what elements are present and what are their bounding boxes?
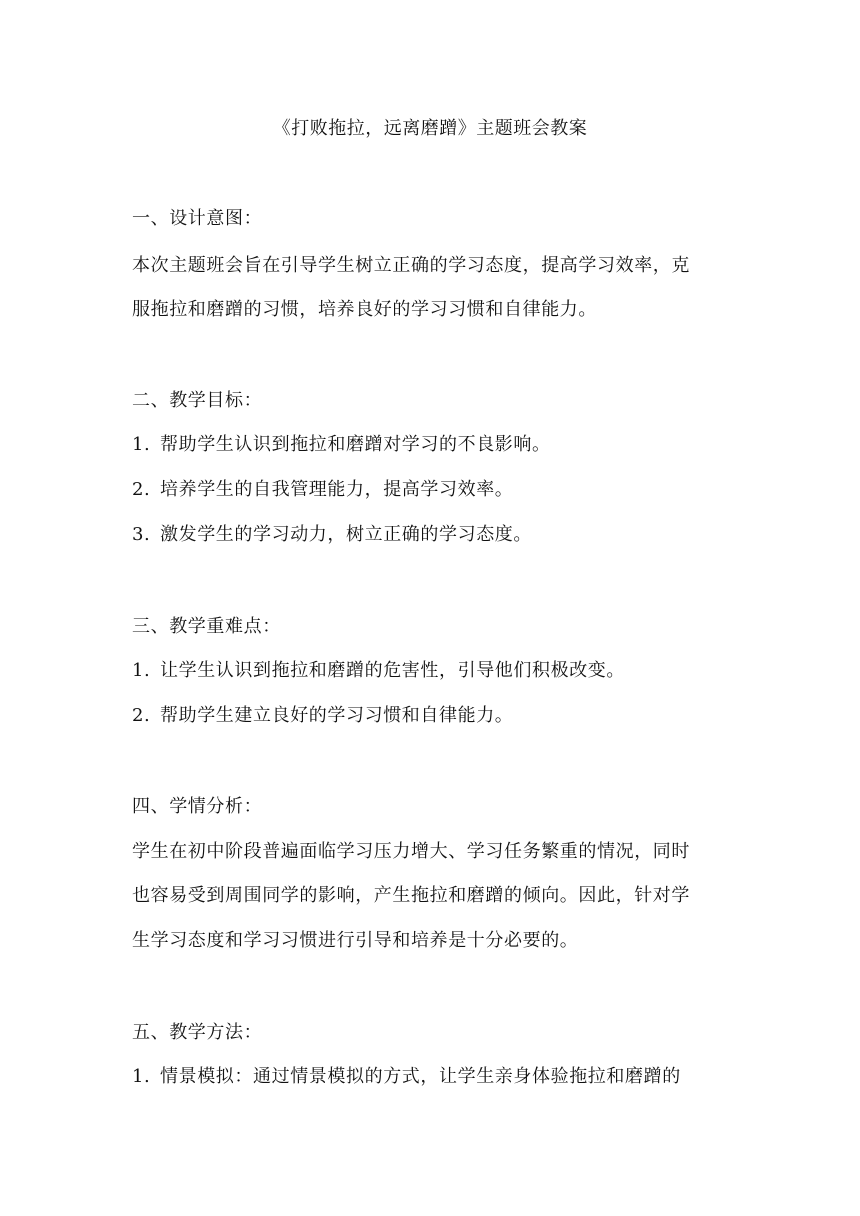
list-item [132,521,742,549]
document-title: 《打败拖拉，远离磨蹭》主题班会教案 [272,118,588,139]
paragraph-line: 也容易受到周围同学的影响，产生拖拉和磨蹭的倾向。因此，针对学 [132,885,690,906]
list-item-number: 1. [132,660,151,681]
list-item-text: 帮助学生建立良好的学习习惯和自律能力。 [160,705,514,726]
list-item [132,431,742,459]
list-item-text: 激发学生的学习动力，树立正确的学习态度。 [160,524,532,545]
list-item-text: 让学生认识到拖拉和磨蹭的危害性，引导他们积极改变。 [160,660,625,681]
list-item-number: 1. [132,1066,151,1087]
section-heading-teaching-methods: 五、教学方法： [132,1022,263,1043]
list-item [132,657,742,685]
paragraph-line: 生学习态度和学习习惯进行引导和培养是十分必要的。 [132,930,579,951]
list-item-number: 1. [132,434,151,455]
section-heading-student-analysis: 四、学情分析： [132,796,263,817]
list-item [132,1063,742,1091]
list-item-text: 培养学生的自我管理能力，提高学习效率。 [160,479,514,500]
paragraph-line: 学生在初中阶段普遍面临学习压力增大、学习任务繁重的情况，同时 [132,841,690,862]
list-item-text: 情景模拟：通过情景模拟的方式，让学生亲身体验拖拉和磨蹭的 [160,1066,681,1087]
list-item-number: 2. [132,479,151,500]
section-heading-design-intent: 一、设计意图： [132,208,263,229]
section-heading-teaching-goals: 二、教学目标： [132,390,263,411]
section-heading-key-points: 三、教学重难点： [132,616,281,637]
list-item-text: 帮助学生认识到拖拉和磨蹭对学习的不良影响。 [160,434,551,455]
list-item-number: 2. [132,705,151,726]
paragraph-line: 本次主题班会旨在引导学生树立正确的学习态度，提高学习效率，克 [132,255,690,276]
list-item [132,702,742,730]
list-item [132,476,742,504]
paragraph-line: 服拖拉和磨蹭的习惯，培养良好的学习习惯和自律能力。 [132,299,597,320]
list-item-number: 3. [132,524,151,545]
